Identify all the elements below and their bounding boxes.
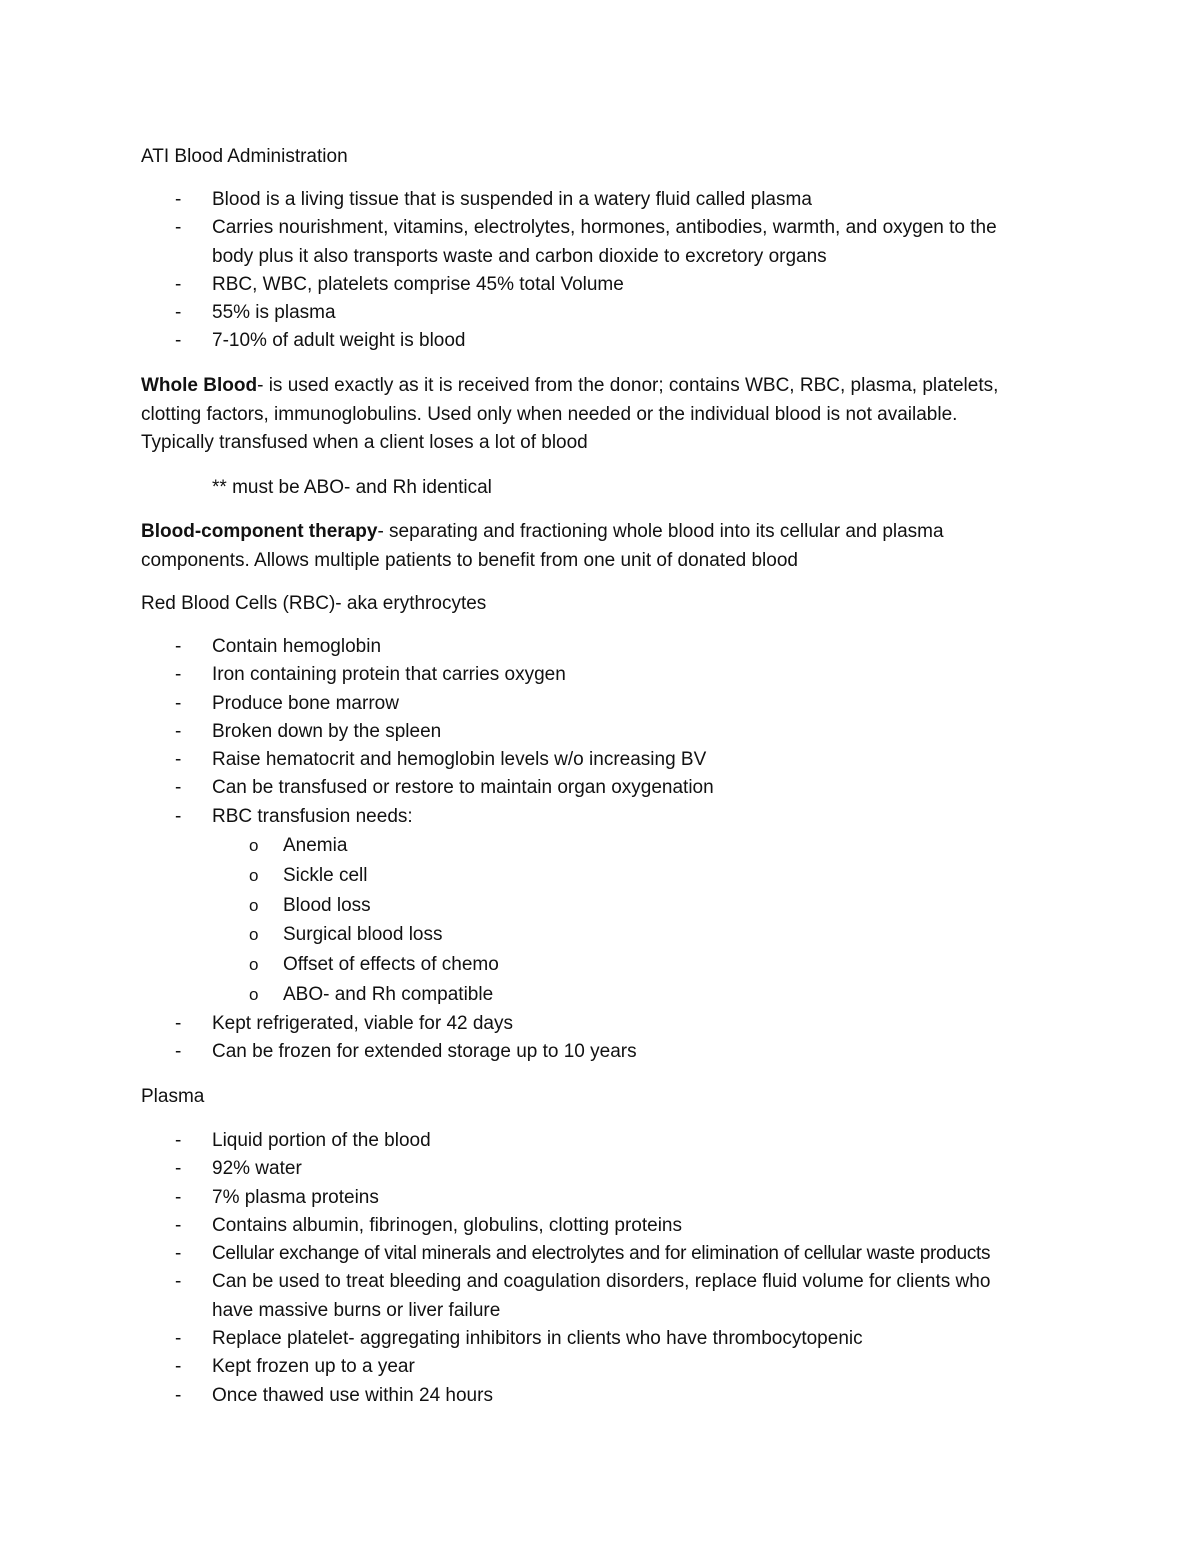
dash-bullet: -	[175, 805, 182, 827]
dash-bullet: -	[175, 1130, 182, 1151]
dash-bullet: -	[175, 1243, 182, 1265]
component-therapy-paragraph	[141, 518, 1001, 575]
sub-list-item: o Surgical blood loss	[212, 920, 912, 950]
dash-bullet: -	[175, 1158, 182, 1180]
list-item: - Cellular exchange of vital minerals and electrolytes and for elimination of cellular waste products	[141, 1240, 1071, 1268]
whole-blood-term: Whole Blood	[141, 375, 258, 396]
whole-blood-paragraph	[141, 372, 1021, 458]
list-item: - Kept refrigerated, viable for 42 days	[141, 1010, 1071, 1038]
list-item: - Raise hematocrit and hemoglobin levels w/o increasing BV	[141, 746, 1071, 774]
abo-rh-note: ** must be ABO- and Rh identical	[212, 477, 492, 498]
list-item: - Kept frozen up to a year	[141, 1353, 1071, 1381]
list-item: - Can be used to treat bleeding and coagulation disorders, replace fluid volume for clients who have massive burns or liver failure	[141, 1268, 1032, 1325]
dash-bullet: -	[175, 692, 182, 714]
rbc-needs-list	[212, 831, 912, 1010]
dash-bullet: -	[175, 777, 182, 799]
sub-list-item: o Blood loss	[212, 891, 912, 921]
intro-list	[141, 186, 1071, 356]
dash-bullet: -	[175, 1271, 182, 1293]
plasma-heading: Plasma	[141, 1086, 205, 1107]
dash-bullet: -	[175, 1186, 182, 1208]
list-item: - Replace platelet- aggregating inhibitors in clients who have thrombocytopenic	[141, 1325, 1071, 1353]
dash-bullet: -	[175, 1214, 182, 1236]
rbc-list	[141, 633, 1071, 831]
rbc-storage-list	[141, 1010, 1071, 1067]
list-item: - Blood is a living tissue that is suspended in a watery fluid called plasma	[141, 186, 1071, 214]
dash-bullet: -	[175, 1328, 182, 1350]
list-item: - 7-10% of adult weight is blood	[141, 327, 1071, 355]
list-item: - 55% is plasma	[141, 299, 1071, 327]
circle-bullet: o	[249, 955, 259, 975]
circle-bullet: o	[249, 836, 259, 855]
rbc-heading: Red Blood Cells (RBC)- aka erythrocytes	[141, 593, 487, 614]
sub-list-item: o Anemia	[212, 831, 912, 861]
dash-bullet: -	[175, 1041, 182, 1063]
list-item: - Contains albumin, fibrinogen, globulins, clotting proteins	[141, 1212, 1071, 1240]
sub-list-item: o Sickle cell	[212, 861, 912, 891]
document-title: ATI Blood Administration	[141, 146, 348, 167]
dash-bullet: -	[175, 1384, 182, 1406]
list-item: - Iron containing protein that carries oxygen	[141, 661, 1071, 689]
list-item: - Produce bone marrow	[141, 690, 1071, 718]
sub-list-item: o Offset of effects of chemo	[212, 950, 912, 980]
sub-list-item: o ABO- and Rh compatible	[212, 980, 912, 1010]
list-item: - RBC transfusion needs:	[141, 803, 1071, 831]
circle-bullet: o	[249, 895, 259, 915]
dash-bullet: -	[175, 636, 182, 657]
component-therapy-text: - separating and fractioning whole blood into its cellular and plasma components. Allows multiple patients to benefit from one unit of donated blood	[141, 521, 944, 571]
dash-bullet: -	[175, 749, 182, 771]
list-item: - Contain hemoglobin	[141, 633, 1071, 661]
list-item: - Can be frozen for extended storage up to 10 years	[141, 1038, 1071, 1066]
dash-bullet: -	[175, 330, 182, 352]
dash-bullet: -	[175, 302, 182, 324]
dash-bullet: -	[175, 273, 182, 295]
plasma-list	[141, 1127, 1071, 1410]
circle-bullet: o	[249, 984, 259, 1004]
list-item: - Broken down by the spleen	[141, 718, 1071, 746]
list-item: - Liquid portion of the blood	[141, 1127, 1071, 1155]
list-item: - 7% plasma proteins	[141, 1184, 1071, 1212]
list-item: - RBC, WBC, platelets comprise 45% total Volume	[141, 271, 1071, 299]
dash-bullet: -	[175, 189, 182, 210]
component-therapy-term: Blood-component therapy	[141, 521, 378, 542]
list-item: - Carries nourishment, vitamins, electrolytes, hormones, antibodies, warmth, and oxygen to the body plus it also transports waste and carbon dioxide to excretory organs	[141, 214, 1002, 271]
dash-bullet: -	[175, 217, 182, 239]
circle-bullet: o	[249, 925, 259, 945]
list-item: - Once thawed use within 24 hours	[141, 1382, 1071, 1410]
dash-bullet: -	[175, 1356, 182, 1378]
dash-bullet: -	[175, 1013, 182, 1034]
circle-bullet: o	[249, 865, 259, 885]
dash-bullet: -	[175, 664, 182, 686]
dash-bullet: -	[175, 720, 182, 742]
list-item: - Can be transfused or restore to maintain organ oxygenation	[141, 774, 1071, 802]
list-item: - 92% water	[141, 1155, 1071, 1183]
whole-blood-text: - is used exactly as it is received from the donor; contains WBC, RBC, plasma, platelets, clotting factors, immunoglobulins. Used only when needed or the individual blood is not available. Typically transfused when a client loses a lot of blood	[141, 375, 999, 453]
